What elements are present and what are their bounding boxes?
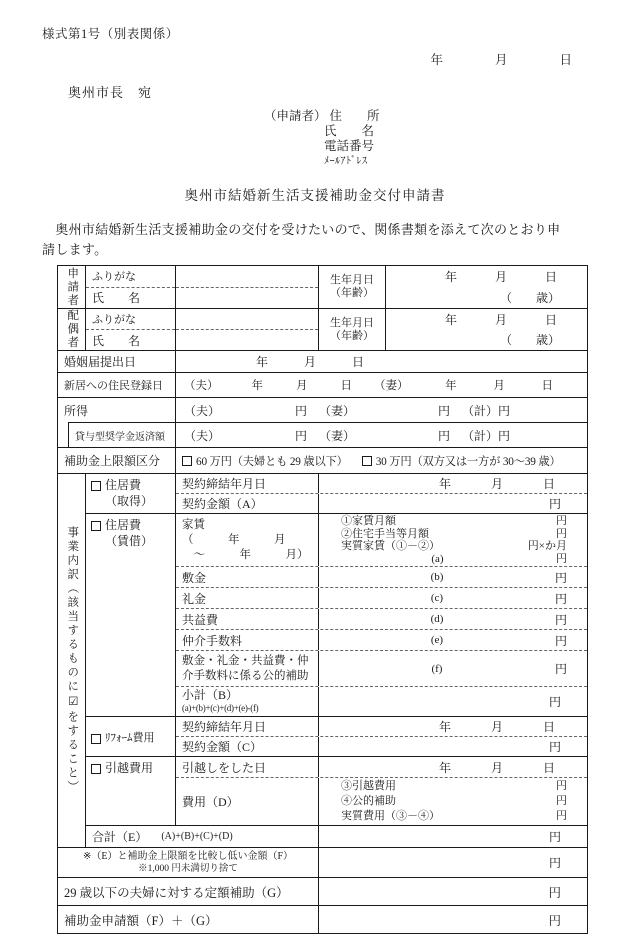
subsidy-cap-options (176, 448, 587, 473)
brokerage-label: 仲介手数料 (176, 630, 319, 650)
year-unit: 年 (438, 760, 451, 775)
spouse-birth-label-cell (319, 309, 386, 350)
income-row (58, 397, 587, 422)
day-unit: 日 (544, 312, 557, 327)
date-month-label: 月 (494, 53, 508, 67)
deposit-label: 敷金 (176, 567, 319, 587)
yen-unit: 円 (556, 810, 567, 822)
reform-contract-amount-row (176, 736, 587, 756)
compare-amount-label-cell (58, 848, 319, 877)
cap-option-60-label: 60 万円（夫婦とも 29 歳以下） (196, 455, 348, 468)
housing-purchase-checkbox-icon[interactable] (91, 481, 101, 491)
year-unit: 年 (444, 270, 457, 284)
housing-rent-checkbox-icon[interactable] (91, 521, 101, 531)
yen-unit: 円 (294, 428, 307, 443)
spouse-birth-label: 生年月日 (330, 316, 374, 329)
purchase-contract-amount-value[interactable] (319, 494, 587, 513)
purchase-contract-date-label: 契約締結年月日 (176, 474, 319, 493)
housing-rent-group (86, 513, 587, 716)
yen-unit: 円 (437, 428, 450, 443)
yen-unit: 円 (548, 885, 561, 900)
cap-option-30-label: 30 万円（双方又は一方が 30～39 歳） (375, 455, 561, 468)
intro-line-2: 請します。 (42, 242, 108, 257)
day-unit: 日 (352, 355, 365, 369)
applicant-birth-value-cell[interactable] (386, 266, 587, 308)
grand-total-row (86, 825, 587, 847)
compare-amount-row (58, 847, 587, 877)
moving-cost-label: 費用（D） (176, 778, 319, 825)
housing-rent-label-cell (86, 514, 176, 716)
subtotal-label: 小計（B） (182, 687, 239, 702)
cap-option-60 (182, 453, 348, 469)
day-unit: 日 (340, 380, 352, 392)
moving-cost-value[interactable] (319, 778, 587, 825)
month-unit: 月 (490, 720, 503, 734)
fixed-subsidy-row (58, 877, 587, 905)
spouse-row (58, 308, 587, 350)
page-title: 奥州市結婚新生活支援補助金交付申請書 (184, 188, 446, 203)
moving-label: 引越費用 (105, 761, 154, 775)
application-total-label: 補助金申請額（F）＋（G） (58, 906, 319, 933)
applicant-birth-label: 生年月日 (330, 274, 374, 286)
intro-line-1: 奥州市結婚新生活支援補助金の交付を受けたいので、関係書類を添えて次のとおり申 (42, 222, 561, 237)
reform-contract-amount-value[interactable] (319, 737, 587, 756)
email-label: ﾒｰﾙｱﾄﾞﾚｽ (324, 156, 368, 167)
spouse-birth-value-cell[interactable] (386, 309, 587, 350)
housing-purchase-label-cell (86, 474, 176, 513)
spouse-name-label: 氏 名 (92, 333, 141, 348)
public-subsidy-label: 敷金・礼金・共益費・仲介手数料に係る公的補助 (176, 651, 319, 686)
spouse-name-inputs (176, 309, 319, 350)
applicant-birth-label-cell (319, 266, 386, 308)
yen-unit: 円 (554, 612, 567, 627)
reform-label-cell (86, 717, 176, 756)
yen-unit: 円 (556, 552, 567, 565)
applicant-contact-block (264, 109, 630, 169)
rent-monthly-label: ①家賃月額 (341, 515, 396, 527)
reform-checkbox-icon[interactable] (91, 734, 101, 744)
subtotal-value[interactable] (319, 687, 587, 716)
applicant-prefix: （申請者） (264, 109, 327, 123)
moving-date-label: 引越しをした日 (176, 757, 319, 777)
rent-period-line1: （ 年 月 (182, 533, 286, 546)
deposit-row (176, 566, 587, 587)
total-label: （計） (462, 403, 499, 418)
date-line (0, 50, 630, 68)
spouse-group-cell (58, 309, 86, 350)
year-unit: 年 (256, 355, 269, 369)
year-unit: 年 (438, 720, 451, 734)
wife-label: （妻） (374, 380, 409, 392)
applicant-name-label: 氏 名 (92, 291, 141, 306)
month-unit: 月 (493, 380, 505, 392)
applicant-group-label: 申請者 (66, 266, 79, 308)
moving-date-value[interactable] (319, 757, 587, 777)
resident-registration-label: 新居への住民登録日 (58, 373, 176, 397)
code-a: (a) (431, 552, 444, 565)
housing-rent-sublabel: （賃借） (105, 534, 154, 548)
brokerage-value[interactable] (319, 630, 587, 650)
subtotal-formula: (a)+(b)+(c)+(d)+(e)-(f) (182, 702, 259, 713)
yen-unit: 円 (548, 856, 561, 870)
applicant-row (58, 266, 587, 308)
moving-date-row (176, 757, 587, 777)
income-value[interactable] (176, 398, 587, 422)
yen-unit: 円 (498, 428, 511, 443)
husband-label: （夫） (184, 380, 219, 392)
deposit-value[interactable] (319, 567, 587, 587)
yen-unit: 円 (548, 695, 561, 709)
yen-unit: 円 (437, 403, 450, 418)
subtotal-row (176, 686, 587, 716)
compare-amount-line1: ※（E）と補助金上限額を比較し低い金額（F） (82, 850, 294, 862)
common-fee-row (176, 608, 587, 629)
yen-unit: 円 (554, 591, 567, 606)
purchase-contract-date-value[interactable] (319, 474, 587, 493)
addressee: 奥州市長 宛 (68, 85, 153, 100)
rent-label: 家賃 (182, 518, 205, 531)
reform-contract-date-value[interactable] (319, 717, 587, 736)
moving-expense-label: ③引越費用 (341, 780, 396, 792)
cap-option-30 (362, 453, 561, 469)
yen-unit: 円 (556, 515, 567, 527)
key-money-value[interactable] (319, 588, 587, 608)
application-form-table (57, 265, 588, 934)
applicant-name-inputs (176, 266, 319, 308)
form-number: 様式第1号（別表関係） (42, 27, 179, 41)
compare-amount-value[interactable] (319, 848, 587, 877)
rent-value-cell[interactable] (319, 514, 587, 566)
grand-total-value[interactable] (319, 826, 587, 847)
resident-registration-value[interactable] (176, 373, 587, 397)
spouse-furigana-input[interactable] (176, 309, 318, 330)
housing-purchase-label: 住居費 (105, 478, 142, 492)
yen-unit: 円 (554, 633, 567, 648)
grand-total-formula: (A)+(B)+(C)+(D) (161, 831, 233, 842)
checkbox-30-icon[interactable] (362, 456, 372, 466)
applicant-name-input[interactable] (176, 288, 318, 309)
application-total-row (58, 905, 587, 933)
section-vertical-label: 事業内訳（該当するものに☑をすること） (66, 526, 79, 795)
reform-contract-date-row (176, 717, 587, 736)
reform-group (86, 716, 587, 756)
yen-unit: 円 (556, 527, 567, 540)
compare-amount-line2: ※1,000 円未満切り捨て (138, 863, 238, 874)
scholarship-row (58, 422, 587, 447)
spouse-furigana-label: ふりがな (92, 314, 136, 326)
address-label: 住 所 (329, 109, 380, 123)
brokerage-row (176, 629, 587, 650)
public-subsidy-value[interactable] (319, 651, 587, 686)
section-vertical-cell (58, 474, 86, 847)
code-e: (e) (430, 634, 444, 646)
date-day-label: 日 (559, 53, 572, 67)
housing-purchase-sublabel: （取得） (105, 494, 154, 508)
year-unit: 年 (444, 312, 457, 327)
month-unit: 月 (304, 355, 317, 369)
purchase-contract-amount-label: 契約金額（A） (176, 494, 319, 513)
spouse-name-labels (86, 309, 176, 350)
code-f: (f) (431, 662, 443, 675)
scholarship-value[interactable] (176, 422, 587, 447)
code-d: (d) (430, 613, 444, 625)
age-unit: （ 歳） (499, 291, 560, 305)
yen-unit: 円 (556, 780, 567, 792)
expense-breakdown-section (58, 473, 587, 847)
scholarship-label: 貸与型奨学金返済額 (68, 422, 175, 447)
yen-unit: 円 (498, 403, 511, 418)
moving-label-cell (86, 757, 176, 825)
spouse-group-label: 配偶者 (66, 309, 79, 350)
month-unit: 月 (494, 270, 507, 284)
key-money-label: 礼金 (176, 588, 319, 608)
housing-purchase-group (86, 474, 587, 513)
yen-unit: 円 (554, 662, 567, 676)
wife-label: （妻） (319, 428, 356, 443)
yen-unit: 円 (548, 830, 561, 844)
income-label: 所得 (58, 398, 176, 422)
month-unit: 月 (494, 312, 507, 327)
wife-label: （妻） (319, 403, 356, 418)
moving-net-cost-label: 実質費用（③－④） (341, 810, 440, 822)
month-unit: 月 (296, 380, 308, 392)
day-unit: 日 (542, 720, 555, 734)
yen-unit: 円 (548, 913, 561, 928)
year-unit: 年 (445, 380, 457, 392)
day-unit: 日 (542, 477, 555, 491)
subsidy-cap-label: 補助金上限額区分 (58, 448, 176, 473)
common-fee-value[interactable] (319, 609, 587, 629)
total-label: （計） (462, 428, 499, 443)
application-total-value[interactable] (319, 906, 587, 933)
yen-unit: 円 (548, 497, 561, 511)
yen-unit: 円 (554, 570, 567, 585)
yen-unit: 円 (556, 795, 567, 807)
yen-unit: 円 (294, 403, 307, 418)
day-unit: 日 (544, 270, 557, 284)
grand-total-label-cell (86, 826, 319, 847)
date-year-label: 年 (430, 53, 443, 67)
code-c: (c) (430, 592, 444, 604)
purchase-contract-date-row (176, 474, 587, 493)
day-unit: 日 (542, 760, 555, 775)
age-unit: （ 歳） (499, 333, 560, 348)
subtotal-label-cell (176, 687, 319, 716)
husband-label: （夫） (184, 428, 221, 443)
applicant-furigana-label: ふりがな (92, 271, 136, 284)
husband-label: （夫） (184, 403, 221, 418)
intro-paragraph (42, 220, 630, 260)
scholarship-label-cell (58, 422, 176, 447)
marriage-date-value[interactable] (176, 351, 587, 372)
checkbox-60-icon[interactable] (182, 456, 192, 466)
marriage-date-label: 婚姻届提出日 (58, 351, 176, 372)
purchase-contract-amount-row (176, 493, 587, 513)
subsidy-cap-row (58, 447, 587, 473)
year-unit: 年 (438, 477, 451, 491)
yen-unit: 円 (548, 740, 561, 754)
reform-label: ﾘﾌｫｰﾑ費用 (105, 732, 155, 744)
name-label: 氏 名 (324, 124, 375, 138)
marriage-date-row (58, 350, 587, 372)
applicant-age-label: （年齢） (330, 287, 374, 299)
spouse-name-input[interactable] (176, 330, 318, 350)
moving-group (86, 756, 587, 825)
reform-contract-amount-label: 契約金額（C） (176, 737, 319, 756)
grand-total-label: 合計（E） (92, 830, 148, 844)
rent-row (176, 514, 587, 566)
moving-public-subsidy-label: ④公的補助 (341, 795, 396, 807)
public-subsidy-row (176, 650, 587, 686)
reform-contract-date-label: 契約締結年月日 (176, 717, 319, 736)
rent-period-line2: ～ 年 月） (182, 548, 309, 561)
month-unit: 月 (490, 760, 503, 775)
applicant-group-cell (58, 266, 86, 308)
moving-cost-row (176, 777, 587, 825)
spouse-age-label: （年齢） (330, 329, 374, 342)
month-unit: 月 (490, 477, 503, 491)
year-unit: 年 (251, 380, 263, 392)
yen-per-month-unit: 円×か月 (527, 540, 567, 552)
applicant-furigana-input[interactable] (176, 266, 318, 288)
fixed-subsidy-value[interactable] (319, 878, 587, 905)
day-unit: 日 (541, 380, 553, 392)
key-money-row (176, 587, 587, 608)
fixed-subsidy-label: 29 歳以下の夫婦に対する定額補助（G） (58, 878, 319, 905)
moving-checkbox-icon[interactable] (91, 764, 101, 774)
rent-label-cell (176, 514, 319, 566)
common-fee-label: 共益費 (176, 609, 319, 629)
net-rent-label: 実質家賃（①－②） (341, 540, 440, 552)
applicant-name-labels (86, 266, 176, 308)
code-b: (b) (430, 571, 444, 583)
resident-registration-row (58, 372, 587, 397)
phone-label: 電話番号 (324, 139, 375, 153)
housing-rent-label: 住居費 (105, 518, 142, 532)
housing-allowance-label: ②住宅手当等月額 (341, 527, 429, 540)
